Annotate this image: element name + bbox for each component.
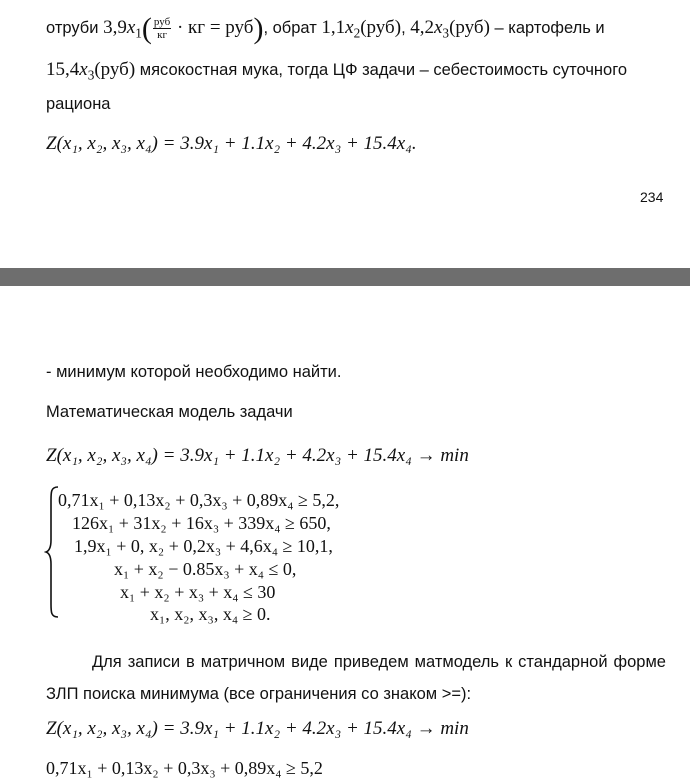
text-segment: , обрат bbox=[263, 19, 322, 37]
unit: (руб) bbox=[449, 17, 490, 38]
page-number: 234 bbox=[640, 189, 664, 205]
objective-function bbox=[46, 133, 417, 155]
constraint-row: 126x₁ + 31x₂ + 16x₃ + 339x₄ ≥ 650, bbox=[72, 513, 331, 533]
subscript: 2 bbox=[353, 25, 361, 41]
unit: (руб) bbox=[360, 17, 402, 38]
subscript: 3 bbox=[87, 67, 95, 83]
variable: x bbox=[79, 59, 88, 80]
text-line-3: рациона bbox=[46, 95, 111, 113]
document-page-234 bbox=[0, 0, 690, 268]
text-segment: мясокостная мука, тогда ЦФ задачи – себестоимость суточного bbox=[135, 61, 628, 79]
constraint-row-cut: 0,71x₁ + 0,13x₂ + 0,3x₃ + 0,89x₄ ≥ 5,2 bbox=[46, 758, 323, 778]
subscript: 3 bbox=[442, 25, 450, 41]
objective-function-standard: Z(x₁, x₂, x₃, x₄) = 3.9x₁ + 1.1x₂ + 4.2x₃ + 15.4x₄ → min bbox=[46, 718, 469, 739]
unit-fraction bbox=[153, 16, 171, 41]
subscript: 1 bbox=[135, 25, 142, 41]
unit-expression: · кг = руб bbox=[172, 17, 254, 38]
fraction-denominator: кг bbox=[157, 29, 167, 42]
constraint-row: x₁, x₂, x₃, x₄ ≥ 0. bbox=[150, 604, 271, 624]
paragraph: Для записи в матричном виде приведем матмодель к стандарной форме ЗЛП поиска минимума (все ограничения со знаком >=): bbox=[46, 653, 666, 703]
text-line-2 bbox=[46, 59, 627, 81]
objective-function: Z(x₁, x₂, x₃, x₄) = 3.9x₁ + 1.1x₂ + 4.2x₃ + 15.4x₄ → min bbox=[46, 445, 469, 466]
variable: x bbox=[345, 17, 354, 38]
right-paren: ) bbox=[253, 12, 264, 45]
constraint-row: x₁ + x₂ − 0.85x₃ + x₄ ≤ 0, bbox=[114, 559, 297, 579]
variable: x bbox=[126, 17, 136, 38]
constraint-row: x₁ + x₂ + x₃ + x₄ ≤ 30 bbox=[120, 582, 276, 602]
document-page-235 bbox=[0, 286, 690, 778]
math-term-x3 bbox=[46, 59, 136, 83]
coef: 1,1 bbox=[321, 17, 346, 38]
coef: 15,4 bbox=[46, 59, 80, 80]
section-heading: Математическая модель задачи bbox=[46, 403, 293, 421]
constraint-row: 1,9x₁ + 0, x₂ + 0,2x₃ + 4,6x₄ ≥ 10,1, bbox=[74, 536, 333, 556]
math-term-x2 bbox=[321, 17, 402, 41]
text-segment: , bbox=[401, 19, 411, 37]
page-separator bbox=[0, 268, 690, 286]
constraint-system bbox=[44, 484, 404, 624]
left-paren: ( bbox=[141, 12, 152, 45]
math-term-x1 bbox=[103, 12, 264, 45]
text-line-1: - минимум которой необходимо найти. bbox=[46, 363, 342, 381]
fraction-numerator: руб bbox=[153, 16, 171, 29]
coef: 3,9 bbox=[103, 17, 127, 38]
text-segment: – картофель и bbox=[489, 19, 605, 37]
coef: 4,2 bbox=[410, 17, 434, 38]
text-line-1 bbox=[46, 12, 605, 46]
variable: x bbox=[433, 17, 443, 38]
text-segment: отруби bbox=[46, 19, 104, 37]
objective-lhs: Z(x₁, x₂, x₃, x₄) = bbox=[46, 133, 181, 154]
math-term-x3 bbox=[410, 17, 490, 41]
constraint-row: 0,71x₁ + 0,13x₂ + 0,3x₃ + 0,89x₄ ≥ 5,2, bbox=[58, 490, 340, 510]
objective-rhs: 3.9x₁ + 1.1x₂ + 4.2x₃ + 15.4x₄. bbox=[180, 133, 417, 154]
unit: (руб) bbox=[94, 59, 136, 80]
